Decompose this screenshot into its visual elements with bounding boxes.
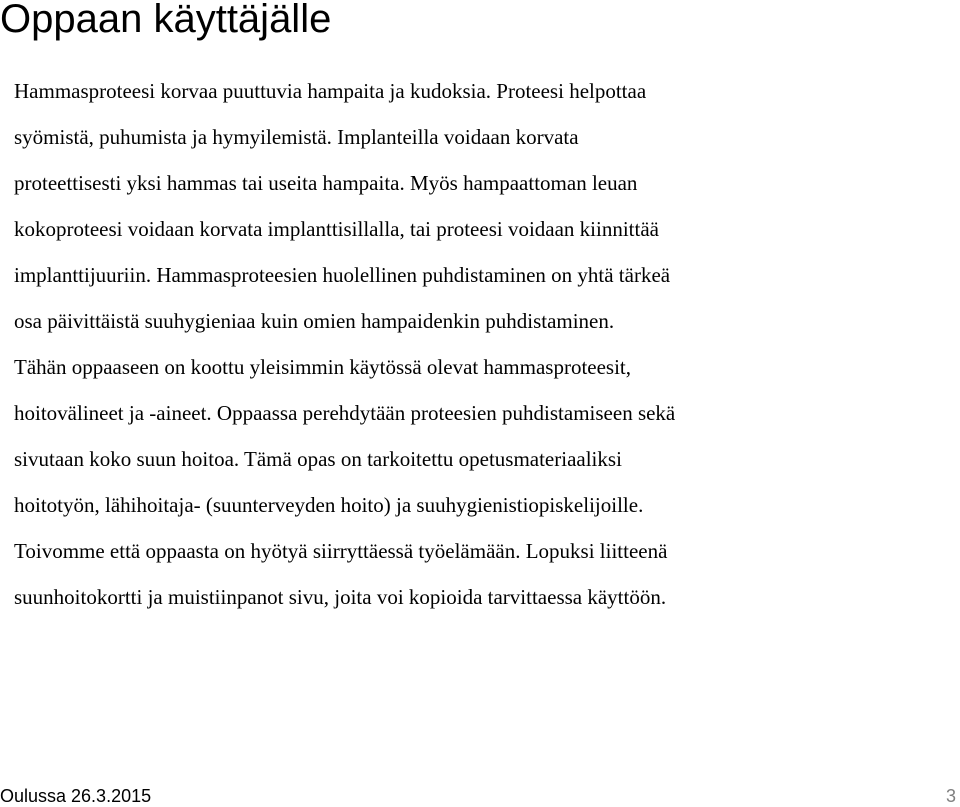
- footer-date: Oulussa 26.3.2015: [0, 786, 152, 806]
- body-line: hoitotyön, lähihoitaja- (suunterveyden hoito) ja suuhygienistiopiskelijoille.: [14, 493, 644, 517]
- body-line: implanttijuuriin. Hammasproteesien huolellinen puhdistaminen on yhtä tärkeä: [14, 263, 671, 287]
- body-line: suunhoitokortti ja muistiinpanot sivu, joita voi kopioida tarvittaessa käyttöön.: [14, 585, 667, 609]
- body-line: Tähän oppaaseen on koottu yleisimmin käytössä olevat hammasproteesit,: [14, 355, 632, 379]
- body-line: kokoproteesi voidaan korvata implanttisillalla, tai proteesi voidaan kiinnittää: [14, 217, 659, 241]
- body-line: syömistä, puhumista ja hymyilemistä. Implanteilla voidaan korvata: [14, 125, 579, 149]
- body-line: sivutaan koko suun hoitoa. Tämä opas on tarkoitettu opetusmateriaaliksi: [14, 447, 622, 471]
- body-line: Hammasproteesi korvaa puuttuvia hampaita ja kudoksia. Proteesi helpottaa: [14, 79, 647, 103]
- page-title: Oppaan käyttäjälle: [0, 0, 332, 41]
- page-number: 3: [945, 786, 956, 806]
- body-line: Toivomme että oppaasta on hyötyä siirryttäessä työelämään. Lopuksi liitteenä: [14, 539, 668, 563]
- body-line: osa päivittäistä suuhygieniaa kuin omien hampaidenkin puhdistaminen.: [14, 309, 615, 333]
- body-line: hoitovälineet ja -aineet. Oppaassa perehdytään proteesien puhdistamiseen sekä: [14, 401, 676, 425]
- body-line: proteettisesti yksi hammas tai useita hampaita. Myös hampaattoman leuan: [14, 171, 638, 195]
